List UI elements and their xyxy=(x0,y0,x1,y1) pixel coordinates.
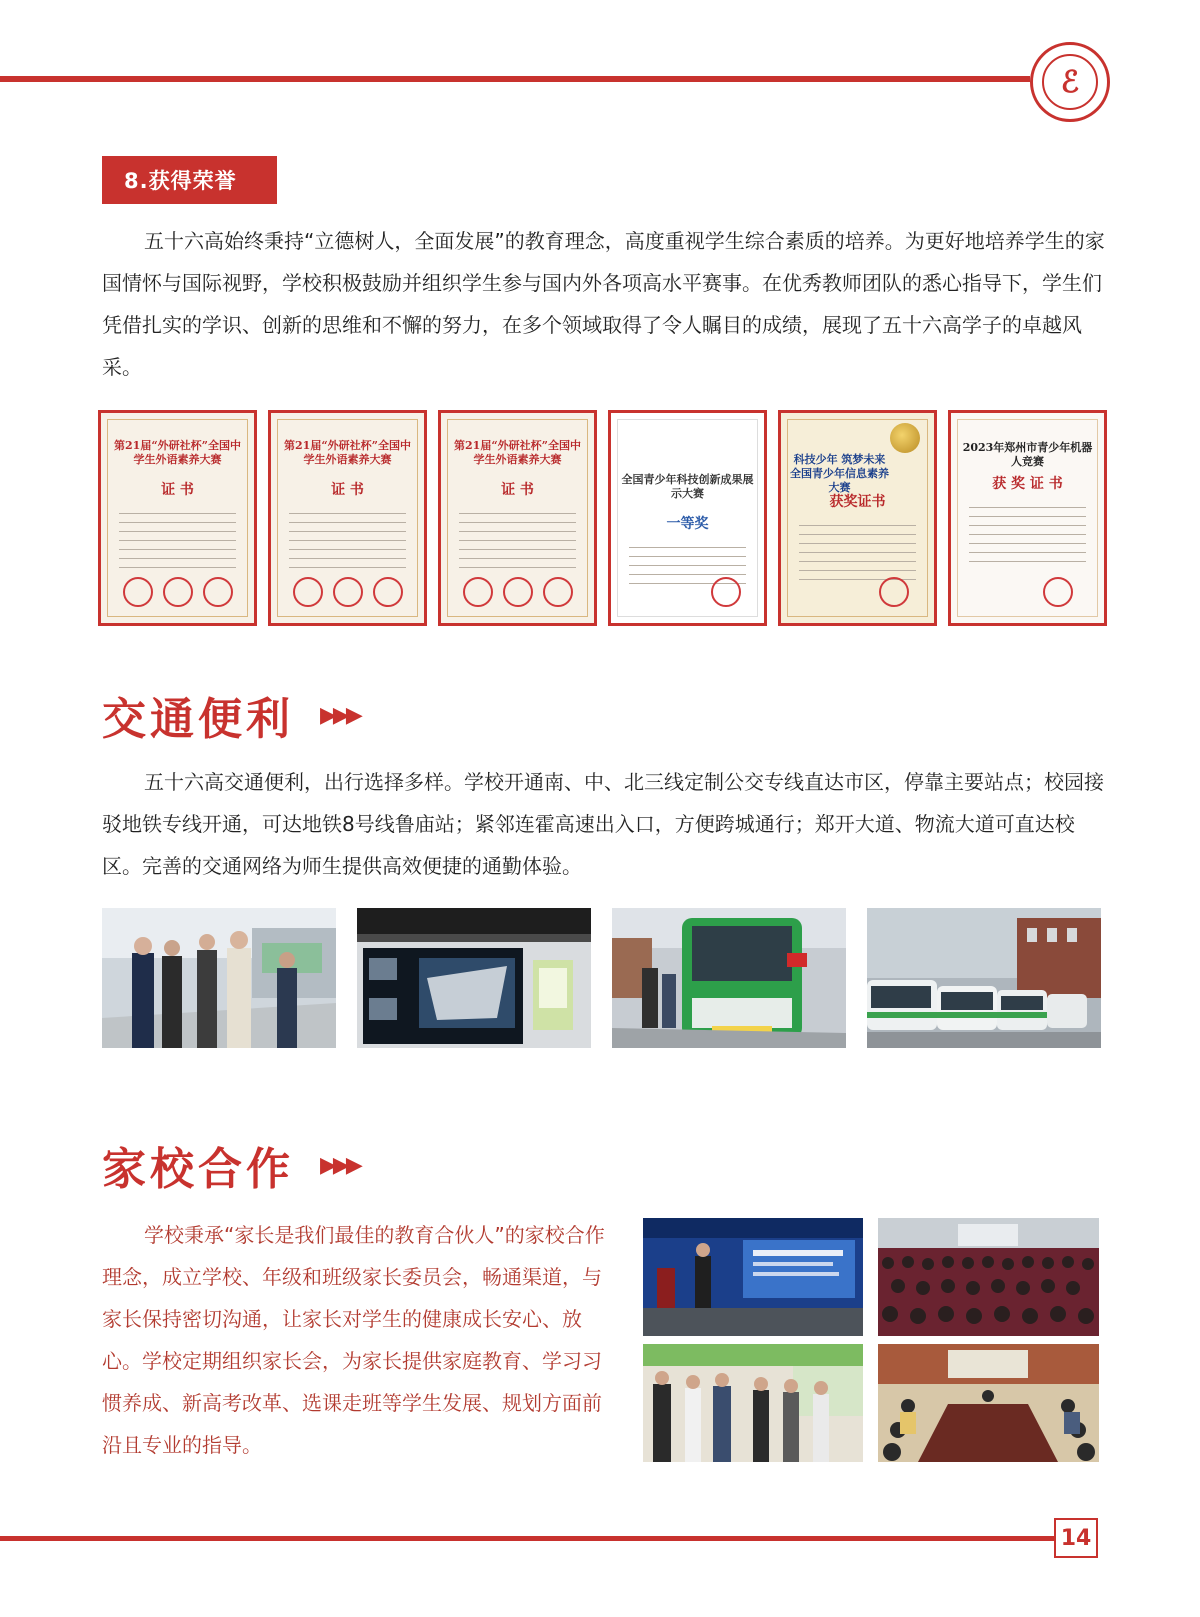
bottom-rule xyxy=(0,1536,1054,1541)
triple-arrow-icon: ▶▶▶ xyxy=(320,702,359,728)
honors-paragraph: 五十六高始终秉持“立德树人，全面发展”的教育理念，高度重视学生综合素质的培养。为更好地培养学生的家国情怀与国际视野，学校积极鼓励并组织学生参与国内外各项高水平赛事。在优秀教师团队的悉心指导下，学生们凭借扎实的学识、创新的思维和不懈的努力，在多个领域取得了令人瞩目的成绩，展现了五十六高学子的卓越风采。 xyxy=(102,229,1105,379)
parents-campus-visit-photo xyxy=(643,1344,863,1462)
top-rule xyxy=(0,76,1030,82)
home-school-heading xyxy=(102,1133,359,1197)
triple-arrow-icon: ▶▶▶ xyxy=(320,1152,359,1178)
certificate-image xyxy=(948,410,1107,626)
seal-icon xyxy=(123,577,153,607)
seal-icon xyxy=(879,577,909,607)
seal-icon xyxy=(293,577,323,607)
parent-meeting-stage-photo xyxy=(643,1218,863,1336)
certificate-label: 获 奖 证 书 xyxy=(992,476,1063,492)
seal-icon xyxy=(333,577,363,607)
seal-icon xyxy=(463,577,493,607)
certificate-title: 全国青少年科技创新成果展示大赛 xyxy=(621,473,754,500)
transport-heading xyxy=(102,683,359,747)
school-buses-parked-photo xyxy=(867,908,1101,1048)
certificate-label: 证 书 xyxy=(161,482,194,498)
seal-icon xyxy=(203,577,233,607)
seal-icon xyxy=(543,577,573,607)
certificate-label: 证 书 xyxy=(501,482,534,498)
school-logo xyxy=(1030,42,1110,122)
certificate-title: 第21届“外研社杯”全国中学生外语素养大赛 xyxy=(114,439,241,466)
medal-icon xyxy=(890,423,920,453)
certificate-image xyxy=(268,410,427,626)
transport-heading-text: 交通便利 xyxy=(102,694,294,745)
certificate-image xyxy=(438,410,597,626)
transport-paragraph: 五十六高交通便利，出行选择多样。学校开通南、中、北三线定制公交专线直达市区，停靠主要站点；校园接驳地铁专线开通，可达地铁8号线鲁庙站；紧邻连霍高速出入口，方便跨城通行；郑开大道、物流大道可直达校区。完善的交通网络为师生提供高效便捷的通勤体验。 xyxy=(102,770,1104,878)
parent-committee-meeting-photo xyxy=(878,1344,1099,1462)
seal-icon xyxy=(1043,577,1073,607)
certificate-title: 2023年郑州市青少年机器人竞赛 xyxy=(962,441,1093,468)
certificate-title: 第21届“外研社杯”全国中学生外语素养大赛 xyxy=(454,439,581,466)
certificate-label: 证 书 xyxy=(331,482,364,498)
school-bus-boarding-photo xyxy=(612,908,846,1048)
certificate-label: 一等奖 xyxy=(666,516,709,532)
section-tag: 8.获得荣誉 xyxy=(102,156,277,204)
home-school-heading-text: 家校合作 xyxy=(102,1144,294,1195)
certificate-label: 获奖证书 xyxy=(829,494,886,510)
certificate-title: 科技少年 筑梦未来 全国青少年信息素养大赛 xyxy=(790,453,889,494)
certificate-title: 第21届“外研社杯”全国中学生外语素养大赛 xyxy=(284,439,411,466)
certificate-image xyxy=(778,410,937,626)
home-school-paragraph: 学校秉承“家长是我们最佳的教育合伙人”的家校合作理念，成立学校、年级和班级家长委员会，畅通渠道，与家长保持密切沟通，让家长对学生的健康成长安心、放心。学校定期组织家长会，为家长提供家庭教育、学习习惯养成、新高考改革、选课走班等学生发展、规划方面前沿且专业的指导。 xyxy=(102,1223,605,1457)
page-number: 14 xyxy=(1054,1518,1098,1558)
logo-emblem-icon: ℰ xyxy=(1042,54,1098,110)
seal-icon xyxy=(163,577,193,607)
seal-icon xyxy=(373,577,403,607)
seal-icon xyxy=(503,577,533,607)
subway-map-photo xyxy=(357,908,591,1048)
certificate-image xyxy=(98,410,257,626)
parent-meeting-audience-photo xyxy=(878,1218,1099,1336)
certificate-image xyxy=(608,410,767,626)
seal-icon xyxy=(711,577,741,607)
subway-station-photo xyxy=(102,908,336,1048)
